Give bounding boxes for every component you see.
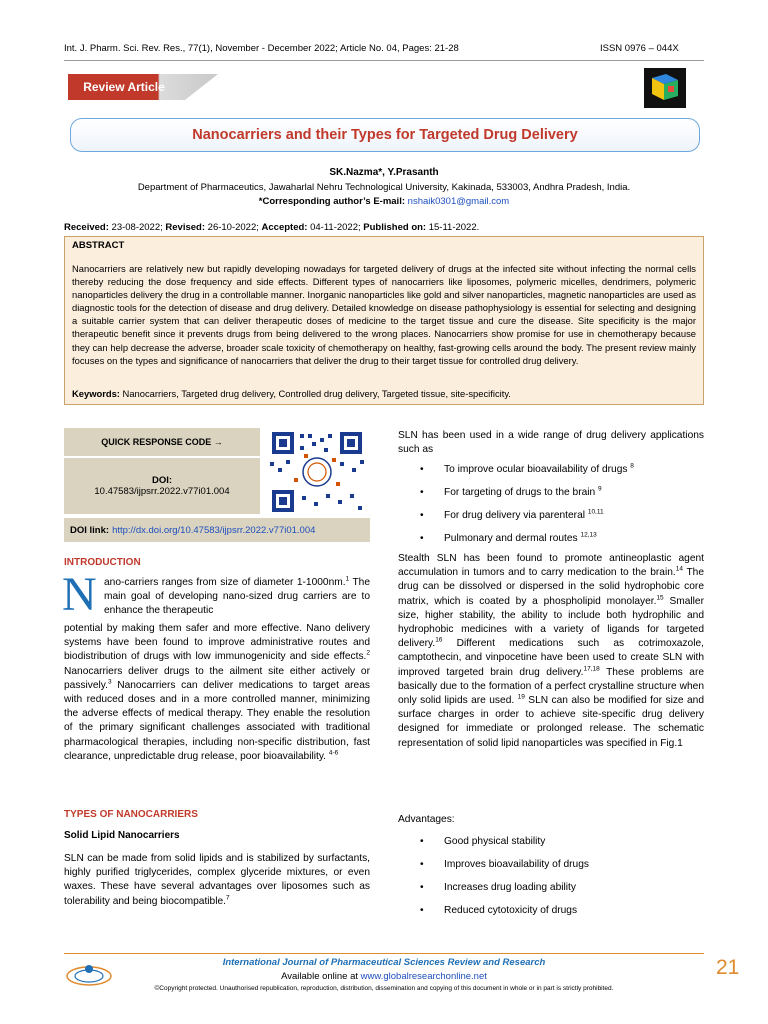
intro-text-4: Nanocarriers deliver drugs to the ailment site either actively or passively. <box>64 665 370 691</box>
bullet-icon: • <box>420 859 424 870</box>
intro-text-5: Nanocarriers can deliver medications to target areas with reduced doses and in a more controlled manner, minimizing the adverse effects of medical therapy. They enable the resolution of the primary significant challenges associated with traditional pharmacological therapies, including non-specific distribution, fast clearance, unpredictable drug release, poor bioavailability. <box>64 679 370 762</box>
stealth-text-3: Smaller size, higher stability, the ability to include both hydrophilic and hydrophobic medicines with a variety of ligands for targeted delivery. <box>398 595 704 650</box>
drop-cap: N <box>62 568 97 621</box>
citation-ref: 15 <box>656 594 664 602</box>
sln-heading: Solid Lipid Nanocarriers <box>64 830 180 841</box>
list-item <box>420 487 602 498</box>
intro-text-1: ano-carriers ranges from size of diameter 1-1000nm. <box>104 577 346 588</box>
intro-paragraph <box>64 622 370 764</box>
journal-logo <box>644 68 686 108</box>
footer-divider <box>64 953 704 954</box>
keywords-label: Keywords: <box>72 388 120 399</box>
citation-ref: 2 <box>366 650 370 658</box>
availability-label: Available online at <box>281 971 361 982</box>
bullet-icon: • <box>420 464 424 475</box>
bullet-icon: • <box>420 882 424 893</box>
authors: SK.Nazma*, Y.Prasanth <box>329 167 439 178</box>
bullet-icon: • <box>420 533 424 544</box>
corresponding-label: *Corresponding author’s E-mail: <box>258 196 406 207</box>
sln-text: SLN can be made from solid lipids and is stabilized by surfactants, highly purified triglycerides, complex glyceride mixtures, or even waxes. These have several advantages over liposomes such as tolerability and being biocompatible. <box>64 853 370 907</box>
copyright-notice: ©Copyright protected. Unauthorised republication, reproduction, distribution, dissemination and copying of this document in whole or in part is strictly prohibited. <box>154 985 614 992</box>
list-item-text: Good physical stability <box>444 836 546 847</box>
intro-text-2: The main goal of developing nano-sized drug carriers are to enhance the therapeutic <box>104 577 370 617</box>
list-item-text: For targeting of drugs to the brain $^9$ <box>444 485 602 498</box>
article-dates <box>64 222 479 233</box>
article-type-label: Review Article <box>83 80 165 94</box>
accepted-date: 04-11-2022; <box>310 222 361 233</box>
page-number: 21 <box>716 956 740 979</box>
bullet-icon: • <box>420 836 424 847</box>
qr-code-icon[interactable] <box>264 428 370 516</box>
sln-applications-intro: SLN has been used in a wide range of drug delivery applications such as <box>398 430 704 456</box>
received-date: 23-08-2022; <box>111 222 163 233</box>
citation-ref: 16 <box>435 636 443 644</box>
list-item-text: For drug delivery via parenteral $^{10,11}$ <box>444 508 604 521</box>
introduction-heading: INTRODUCTION <box>64 557 141 568</box>
citation-ref: 17,18 <box>583 665 600 673</box>
keywords-text: Nanocarriers, Targeted drug delivery, Controlled drug delivery, Targeted tissue, site-specificity. <box>122 388 511 399</box>
journal-website-link[interactable]: www.globalresearchonline.net <box>360 971 487 982</box>
list-item <box>420 836 545 847</box>
list-item-text: Pulmonary and dermal routes $^{12,13}$ <box>444 531 597 544</box>
list-item-text: Increases drug loading ability <box>444 882 576 893</box>
citation-ref: 1 <box>345 575 350 583</box>
types-heading: TYPES OF NANOCARRIERS <box>64 809 198 820</box>
citation-ref: 4-6 <box>328 749 339 757</box>
stealth-sln-paragraph <box>398 552 704 751</box>
citation-ref: 7 <box>225 894 230 902</box>
journal-citation: Int. J. Pharm. Sci. Rev. Res., 77(1), November - December 2022; Article No. 04, Pages: 21-28 <box>64 43 459 54</box>
stealth-text-4: Different medications such as cotrimoxazole, camptothecin, and vinpocetine have been used to create SLN with improved targeted brain drug delivery. <box>398 638 704 678</box>
affiliation: Department of Pharmaceutics, Jawaharlal Nehru Technological University, Kakinada, 533003, Andhra Pradesh, India. <box>137 182 631 193</box>
corresponding-author <box>0 196 768 207</box>
citation-ref: 14 <box>675 565 683 573</box>
article-title: Nanocarriers and their Types for Targeted Drug Delivery <box>192 127 578 143</box>
list-item <box>420 464 634 475</box>
abstract-heading: ABSTRACT <box>72 240 125 251</box>
citation-ref: 19 <box>517 693 525 701</box>
list-item <box>420 510 604 521</box>
bullet-icon: • <box>420 510 424 521</box>
citation-ref: 3 <box>107 678 112 686</box>
bullet-icon: • <box>420 905 424 916</box>
footer-availability <box>0 971 768 982</box>
title-box <box>70 118 700 152</box>
doi-label: DOI: <box>151 475 173 486</box>
corresponding-email[interactable]: nshaik0301@gmail.com <box>407 196 510 207</box>
keywords <box>72 388 696 399</box>
accepted-label: Accepted: <box>261 222 308 233</box>
bullet-icon: • <box>420 487 424 498</box>
footer-journal-name: International Journal of Pharmaceutical Sciences Review and Research <box>222 957 546 968</box>
doi-link[interactable]: http://dx.doi.org/10.47583/ijpsrr.2022.v77i01.004 <box>112 524 316 536</box>
header-divider <box>64 60 704 61</box>
stealth-text-1: Stealth SLN has been found to promote antineoplastic agent accumulation in tumors and to carry medication to the brain. <box>398 553 704 579</box>
list-item <box>420 533 597 544</box>
stealth-text-2: The drug can be dissolved or dispersed in the solid hydrophobic core matrix, which is coated by a phospholipid monolayer. <box>398 567 704 607</box>
published-label: Published on: <box>363 222 427 233</box>
published-date: 15-11-2022. <box>428 222 480 233</box>
list-item <box>420 905 577 916</box>
list-item-text: Reduced cytotoxicity of drugs <box>444 905 578 916</box>
revised-date: 26-10-2022; <box>207 222 259 233</box>
revised-label: Revised: <box>165 222 206 233</box>
doi-value: 10.47583/ijpsrr.2022.v77i01.004 <box>94 486 230 497</box>
issn: ISSN 0976 – 044X <box>600 43 679 54</box>
advantages-label: Advantages: <box>398 814 455 825</box>
list-item-text: Improves bioavailability of drugs <box>444 859 589 870</box>
list-item <box>420 882 576 893</box>
stealth-text-6: SLN can also be modified for size and surface charges in order to achieve site-specific drug delivery designed for immediate or prolonged release. The schematic representation of solid lipid nanoparticles was specified in Fig.1 <box>398 695 705 749</box>
list-item <box>420 859 589 870</box>
intro-first-lines <box>104 576 370 619</box>
received-label: Received: <box>64 222 109 233</box>
doi-link-row <box>64 518 370 542</box>
intro-text-3: potential by making them safer and more effective. Nano delivery systems have been found to improve administrative routes and biodistribution of drugs with low immunogenicity and side effects. <box>64 623 370 663</box>
stealth-text-5: These problems are basically due to the formation of a perfect crystalline structure when only solid lipids are used. <box>398 666 704 707</box>
doi-link-label: DOI link: <box>70 524 110 536</box>
list-item-text: To improve ocular bioavailability of drugs $^8$ <box>444 462 634 475</box>
abstract-text: Nanocarriers are relatively new but rapidly developing nowadays for targeted delivery of drugs at the infected site without infecting the normal cells thereby reducing the dose frequency and side effects. Different types of nanocarriers like liposomes, polymeric micelles, dendrimers, polymeric nanoparticles delivery the drug in a controllable manner. Inorganic nanoparticles like gold and silver nanoparticles, magnetic nanoparticles are used as diagnostic tools for the detection of disease and drug delivery. Detailed knowledge on disease pathophysiology is essential for selecting and designing a suitable carrier system that can deliver therapeutic doses of medicine to the target tissue and cure the disease. Site specificity is the major therapeutic benefit since it prevents drugs from being delivered to the wrong places. Nanocarriers show promise for use in chemotherapy because they can help decrease the adverse, broader scale toxicity of chemotherapy on healthy, fast-growing cells around the body. The present review mainly focuses on the types and significance of nanocarriers that deliver the drug to their target tissue for controlled drug delivery. <box>72 263 696 366</box>
sln-paragraph <box>64 852 370 909</box>
doi-block <box>64 458 260 514</box>
quick-response-label: QUICK RESPONSE CODE → <box>64 428 260 456</box>
